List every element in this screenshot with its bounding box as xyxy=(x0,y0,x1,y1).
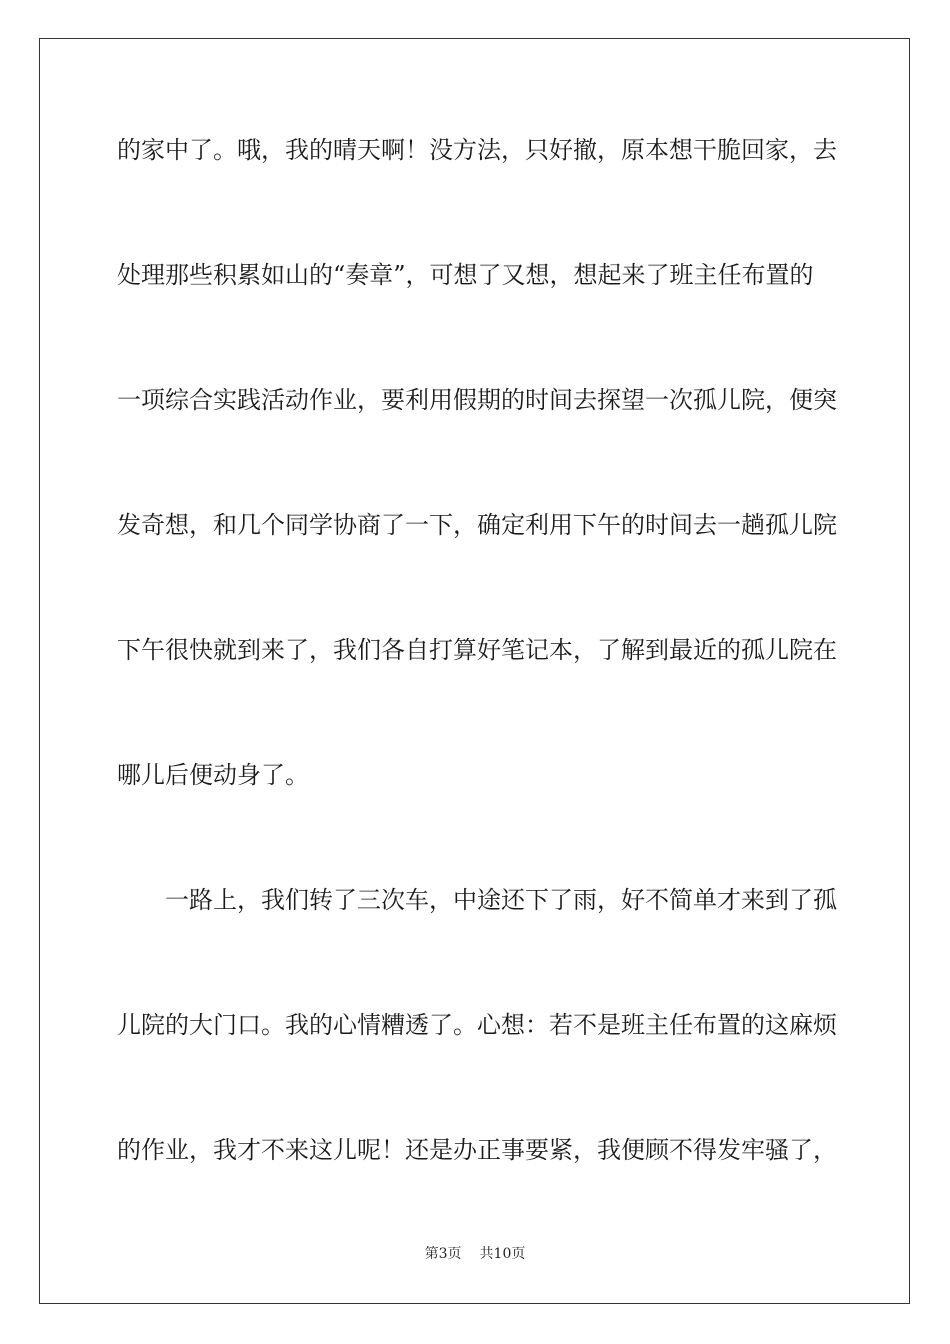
text-line-6: 哪儿后便动身了。 xyxy=(117,761,309,789)
text-line-7: 一路上，我们转了三次车，中途还下了雨，好不简单才来到了孤 xyxy=(117,886,837,914)
text-line-5: 下午很快就到来了，我们各自打算好笔记本，了解到最近的孤儿院在 xyxy=(117,636,837,664)
page-footer xyxy=(0,1245,950,1263)
text-line-4: 发奇想，和几个同学协商了一下，确定利用下午的时间去一趟孤儿院 xyxy=(117,511,837,539)
page-number: 第3页 xyxy=(424,1246,462,1262)
text-line-9: 的作业，我才不来这儿呢！还是办正事要紧，我便顾不得发牢骚了， xyxy=(117,1136,837,1164)
page-total: 共10页 xyxy=(479,1246,526,1262)
text-line-3: 一项综合实践活动作业，要利用假期的时间去探望一次孤儿院，便突 xyxy=(117,386,837,414)
text-line-8: 儿院的大门口。我的心情糟透了。心想：若不是班主任布置的这麻烦 xyxy=(117,1011,837,1039)
text-line-2: 处理那些积累如山的“奏章”，可想了又想，想起来了班主任布置的 xyxy=(117,261,814,289)
page-frame xyxy=(39,38,910,1304)
text-line-1: 的家中了。哦，我的晴天啊！没方法，只好撤，原本想干脆回家，去 xyxy=(117,136,837,164)
